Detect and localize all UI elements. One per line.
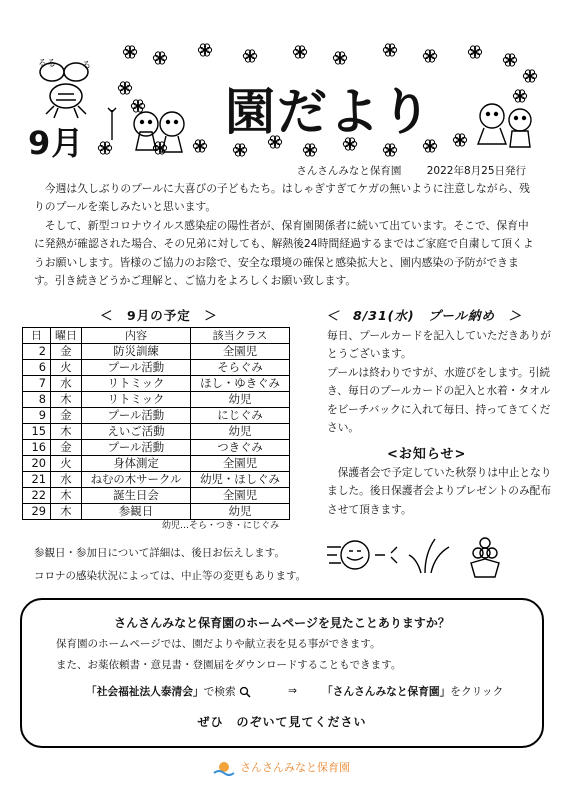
search-suffix: で検索 — [203, 685, 236, 698]
schedule-title: ＜ 9月の予定 ＞ — [100, 308, 218, 323]
flower-icon — [233, 144, 246, 156]
flower-icon — [383, 144, 396, 156]
arrow-icon: ⇒ — [288, 684, 297, 697]
flower-icon — [123, 46, 136, 58]
class-cell: 幼児 — [191, 424, 290, 440]
pool-line: プールは終わりですが、水遊びをします。引続き、毎日のプールカードの記入と水着・タオルをビーチバックに入れて毎日、持ってきてください。 — [327, 365, 551, 435]
flower-icon — [118, 82, 131, 94]
weekday-cell: 金 — [51, 440, 82, 456]
svg-text:る: る — [82, 61, 92, 71]
flower-icon — [98, 142, 111, 154]
column-header: 内容 — [82, 328, 191, 344]
schedule-table — [22, 327, 290, 520]
search-icon — [239, 686, 251, 698]
bee-illustration — [38, 58, 91, 118]
flower-icon — [293, 46, 306, 58]
day-cell: 21 — [23, 472, 51, 488]
table-row — [23, 472, 290, 488]
flower-icon — [333, 52, 346, 64]
event-cell: 身体測定 — [82, 456, 191, 472]
class-cell: つきぐみ — [191, 440, 290, 456]
event-cell: ねむの木サークル — [82, 472, 191, 488]
pool-line: 毎日、プールカードを記入していただきありがとうございます。 — [327, 329, 551, 361]
table-row — [23, 344, 290, 360]
table-row — [23, 376, 290, 392]
newsletter-title: 園だより — [225, 83, 433, 141]
svg-text:るる: るる — [38, 59, 57, 69]
flower-icon — [383, 44, 396, 56]
issue-date: 2022年8月25日発行 — [426, 165, 526, 177]
day-cell: 9 — [23, 408, 51, 424]
table-row — [23, 440, 290, 456]
table-row — [23, 488, 290, 504]
homepage-box-line: 保育園のホームページでは、園だよりや献立表を見る事ができます。 — [56, 638, 381, 650]
event-cell: 誕生日会 — [82, 488, 191, 504]
publication-info — [296, 163, 526, 178]
table-row — [23, 456, 290, 472]
flower-icon — [243, 50, 256, 62]
weekday-cell: 火 — [51, 360, 82, 376]
column-header: 日 — [23, 328, 51, 344]
children-illustration-right — [478, 104, 531, 147]
weekday-cell: 金 — [51, 344, 82, 360]
intro-text — [34, 180, 534, 290]
event-cell: プール活動 — [82, 408, 191, 424]
class-cell: ほし・ゆきぐみ — [191, 376, 290, 392]
notice-line: 保護者会で予定していた秋祭りは中止となりました。後日保護者会よりプレゼントのみ配布させて頂きます。 — [327, 466, 552, 516]
class-cell: 幼児 — [191, 504, 290, 520]
column-header: 曜日 — [51, 328, 82, 344]
table-row — [23, 392, 290, 408]
event-cell: リトミック — [82, 376, 191, 392]
logo-text: さんさんみなと保育園 — [240, 761, 350, 774]
event-cell: リトミック — [82, 392, 191, 408]
weekday-cell: 水 — [51, 376, 82, 392]
children-illustration-left — [108, 108, 184, 152]
notice-text — [327, 464, 553, 519]
event-cell: えいご活動 — [82, 424, 191, 440]
event-cell: 防災訓練 — [82, 344, 191, 360]
day-cell: 22 — [23, 488, 51, 504]
click-suffix: をクリック — [450, 685, 504, 698]
intro-paragraph: 今週は久しぶりのプールに大喜びの子どもたち。はしゃぎすぎてケガの無いように注意しながら、残りのプールを楽しみたいと思います。 — [34, 182, 530, 214]
flower-icon — [523, 70, 536, 82]
table-row — [23, 360, 290, 376]
flower-icon — [503, 54, 516, 66]
notice-title: <お知らせ> — [387, 447, 467, 462]
day-cell: 20 — [23, 456, 51, 472]
column-header: 該当クラス — [191, 328, 290, 344]
weekday-cell: 金 — [51, 408, 82, 424]
sun-wave-logo-icon — [212, 758, 236, 776]
class-cell: 幼児・ほしぐみ — [191, 472, 290, 488]
table-header-row — [23, 328, 290, 344]
pool-closing-title: ＜ 8/31(水) プール納め ＞ — [326, 308, 522, 323]
pool-closing-text — [327, 327, 553, 437]
class-cell: にじぐみ — [191, 408, 290, 424]
day-cell: 2 — [23, 344, 51, 360]
flower-icon — [153, 52, 166, 64]
homepage-box-line: また、お薬依頼書・意見書・登園届をダウンロードすることもできます。 — [56, 659, 402, 671]
homepage-info-box — [20, 598, 544, 748]
weekday-cell: 木 — [51, 424, 82, 440]
day-cell: 29 — [23, 504, 51, 520]
table-row — [23, 424, 290, 440]
search-instruction-left — [86, 684, 251, 699]
flower-icon — [468, 46, 481, 58]
event-cell: 参観日 — [82, 504, 191, 520]
class-cell: 全園児 — [191, 344, 290, 360]
flower-icon — [303, 144, 316, 156]
day-cell: 16 — [23, 440, 51, 456]
table-row — [23, 408, 290, 424]
class-cell: 幼児 — [191, 392, 290, 408]
click-target: 「さんさんみなと保育園」 — [322, 685, 451, 698]
flower-icon — [198, 44, 211, 56]
click-instruction — [322, 684, 503, 699]
month-label: 9月 — [28, 124, 85, 162]
intro-paragraph: そして、新型コロナウイルス感染症の陽性者が、保育園関係者に続いて出ています。そこで、保育中に発熱が確認された場合、その兄弟に対しても、解熱後24時間経過するまではご家庭で自粛して頂くようお願いします。皆様のご協力のお陰で、安全な環境の確保と感染拡大と、園内感染の予防ができます。引き続きどうかご理解と、ご協力をよろしくお願い致します。 — [34, 218, 534, 288]
day-cell: 6 — [23, 360, 51, 376]
organization-name: さんさんみなと保育園 — [296, 165, 402, 177]
weekday-cell: 木 — [51, 392, 82, 408]
event-cell: プール活動 — [82, 360, 191, 376]
event-cell: プール活動 — [82, 440, 191, 456]
weekday-cell: 火 — [51, 456, 82, 472]
homepage-box-footer: ぜひ のぞいて見てください — [197, 715, 367, 729]
flower-icon — [193, 140, 206, 152]
day-cell: 15 — [23, 424, 51, 440]
homepage-box-title: さんさんみなと保育園のホームページを見たことありますか？ — [114, 616, 450, 630]
note-line: 参観日・参加日について詳細は、後日お伝えします。 — [34, 547, 285, 559]
weekday-cell: 木 — [51, 488, 82, 504]
day-cell: 8 — [23, 392, 51, 408]
class-cell: 全園児 — [191, 456, 290, 472]
note-line: コロナの感染状況によっては、中止等の変更もあります。 — [34, 570, 307, 582]
weekday-cell: 水 — [51, 472, 82, 488]
flower-icon — [423, 50, 436, 62]
flower-icon — [131, 100, 144, 112]
flower-icon — [513, 90, 526, 102]
day-cell: 7 — [23, 376, 51, 392]
nursery-logo — [212, 758, 350, 776]
class-cell: そらぐみ — [191, 360, 290, 376]
autumn-decoration — [325, 533, 515, 583]
search-term: 「社会福祉法人泰清会」 — [86, 685, 204, 698]
weekday-cell: 木 — [51, 504, 82, 520]
schedule-note: 幼児…そら・つき・にじぐみ — [162, 521, 280, 531]
flower-icon — [453, 134, 466, 146]
class-cell: 全園児 — [191, 488, 290, 504]
